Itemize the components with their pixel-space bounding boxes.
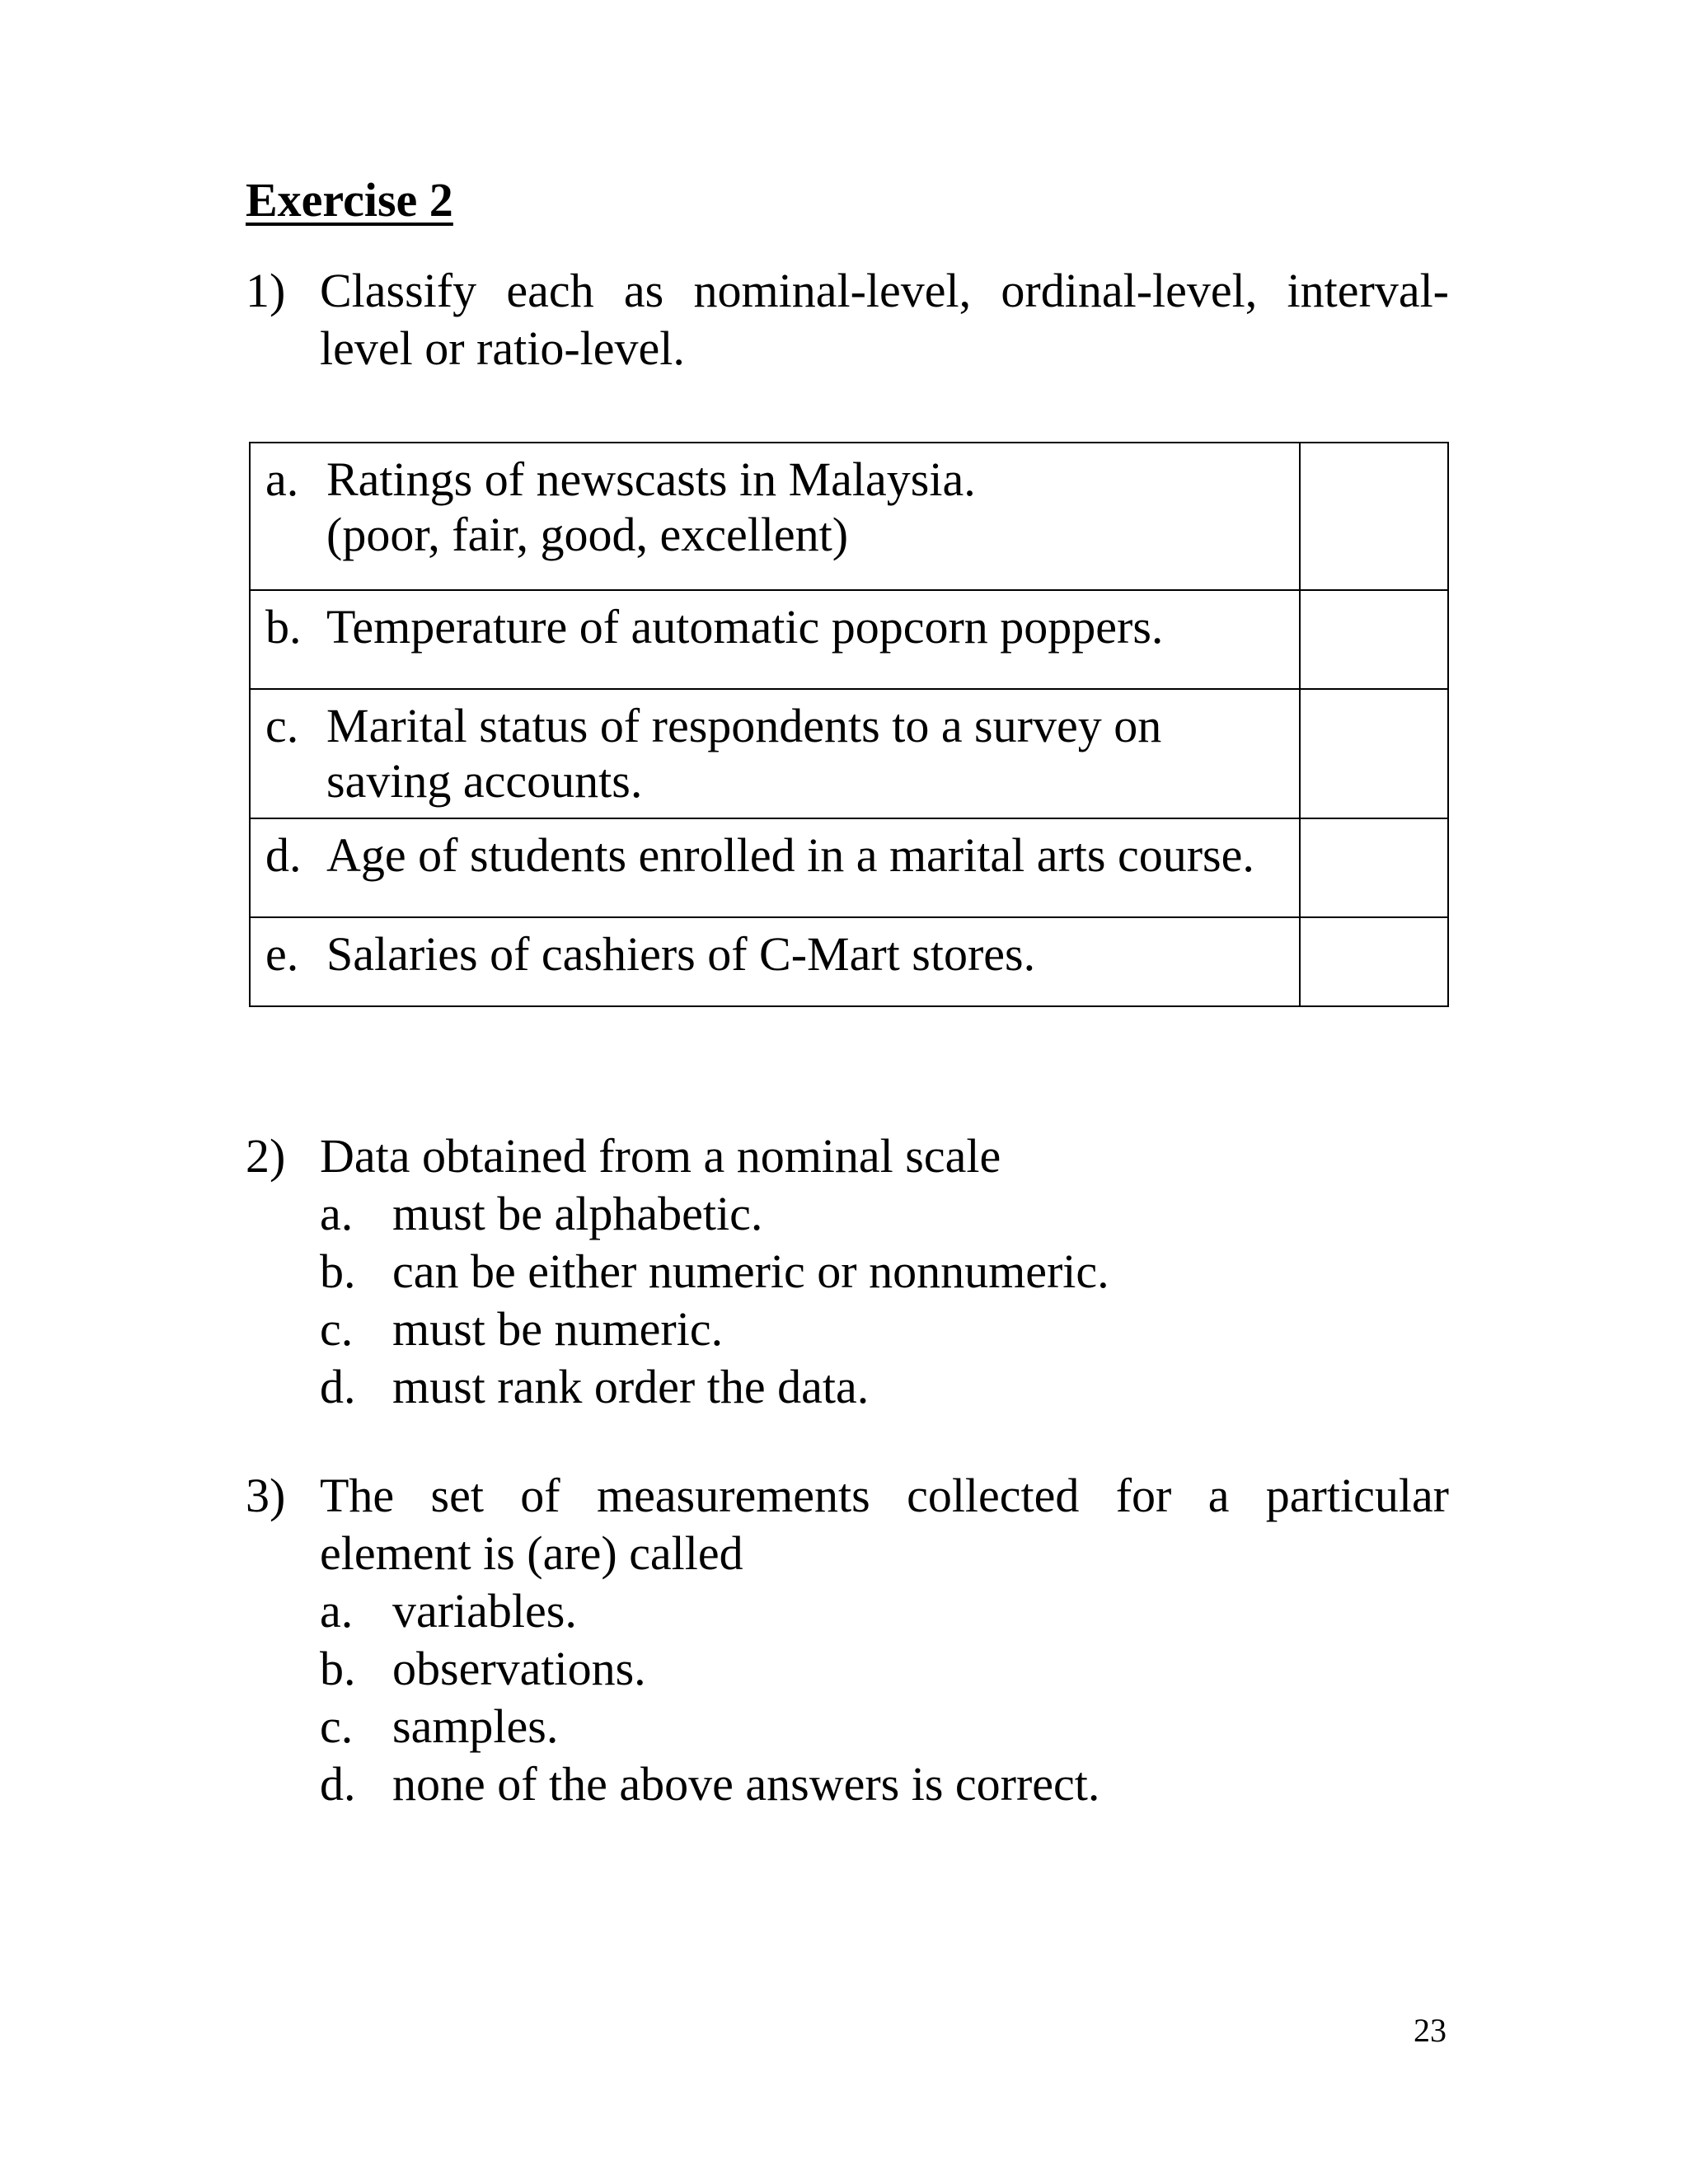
question-2-number: 2) (246, 1129, 286, 1183)
question-3-number: 3) (246, 1469, 286, 1522)
option-letter: d. (320, 1757, 356, 1811)
list-item[interactable] (320, 1243, 1449, 1301)
option-letter: b. (320, 1642, 356, 1695)
item-cell-e (250, 917, 1300, 1006)
question-2-text: Data obtained from a nominal scale (320, 1129, 1001, 1183)
item-text-line-2: (poor, fair, good, excellent) (326, 508, 849, 561)
item-text-line-1: Temperature of automatic popcorn poppers. (326, 600, 1164, 654)
list-item[interactable] (320, 1582, 1449, 1640)
item-text-line-1: Marital status of respondents to a survey on (326, 699, 1162, 752)
option-text: none of the above answers is correct. (392, 1757, 1100, 1811)
table-row (250, 818, 1448, 917)
question-1-number: 1) (246, 264, 286, 317)
answer-cell-a[interactable] (1300, 443, 1448, 590)
table-row (250, 443, 1448, 590)
answer-cell-c[interactable] (1300, 689, 1448, 818)
option-text: samples. (392, 1699, 559, 1753)
answer-cell-d[interactable] (1300, 818, 1448, 917)
classification-table (249, 442, 1449, 1007)
question-1 (246, 262, 1449, 377)
option-letter: c. (320, 1699, 354, 1753)
option-letter: b. (320, 1244, 356, 1298)
list-item[interactable] (320, 1185, 1449, 1243)
item-text-line-2: saving accounts. (326, 754, 643, 808)
question-3 (246, 1467, 1449, 1813)
item-text-line-1: Age of students enrolled in a marital arts course. (326, 828, 1254, 882)
question-3-options (320, 1582, 1449, 1813)
table-row (250, 917, 1448, 1006)
option-text: must be numeric. (392, 1302, 724, 1356)
question-1-line-1: Classify each as nominal-level, ordinal-level, interval- (320, 264, 1449, 317)
list-item[interactable] (320, 1301, 1449, 1358)
question-1-line-2: level or ratio-level. (320, 321, 685, 375)
list-item[interactable] (320, 1755, 1449, 1813)
question-2-options (320, 1185, 1449, 1416)
item-letter: d. (265, 828, 302, 882)
list-item[interactable] (320, 1358, 1449, 1416)
answer-cell-e[interactable] (1300, 917, 1448, 1006)
option-text: must be alphabetic. (392, 1187, 763, 1240)
item-letter: e. (265, 927, 299, 981)
question-1-text (320, 262, 1449, 377)
question-3-text (320, 1467, 1449, 1582)
item-letter: c. (265, 699, 299, 752)
option-text: observations. (392, 1642, 646, 1695)
option-letter: c. (320, 1302, 354, 1356)
question-3-line-1: The set of measurements collected for a particular (320, 1469, 1449, 1522)
page-title: Exercise 2 (246, 173, 453, 227)
table-row (250, 590, 1448, 689)
option-letter: a. (320, 1584, 354, 1638)
item-letter: b. (265, 600, 302, 654)
item-cell-c (250, 689, 1300, 818)
option-text: must rank order the data. (392, 1360, 870, 1413)
list-item[interactable] (320, 1698, 1449, 1755)
list-item[interactable] (320, 1640, 1449, 1698)
option-text: variables. (392, 1584, 577, 1638)
item-letter: a. (265, 452, 299, 506)
item-cell-b (250, 590, 1300, 689)
option-text: can be either numeric or nonnumeric. (392, 1244, 1109, 1298)
item-text-line-1: Ratings of newscasts in Malaysia. (326, 452, 976, 506)
item-cell-a (250, 443, 1300, 590)
question-3-line-2: element is (are) called (320, 1526, 743, 1580)
answer-cell-b[interactable] (1300, 590, 1448, 689)
item-cell-d (250, 818, 1300, 917)
question-2 (246, 1127, 1449, 1416)
option-letter: a. (320, 1187, 354, 1240)
page-number: 23 (1414, 2012, 1447, 2049)
item-text-line-1: Salaries of cashiers of C-Mart stores. (326, 927, 1036, 981)
option-letter: d. (320, 1360, 356, 1413)
table-row (250, 689, 1448, 818)
